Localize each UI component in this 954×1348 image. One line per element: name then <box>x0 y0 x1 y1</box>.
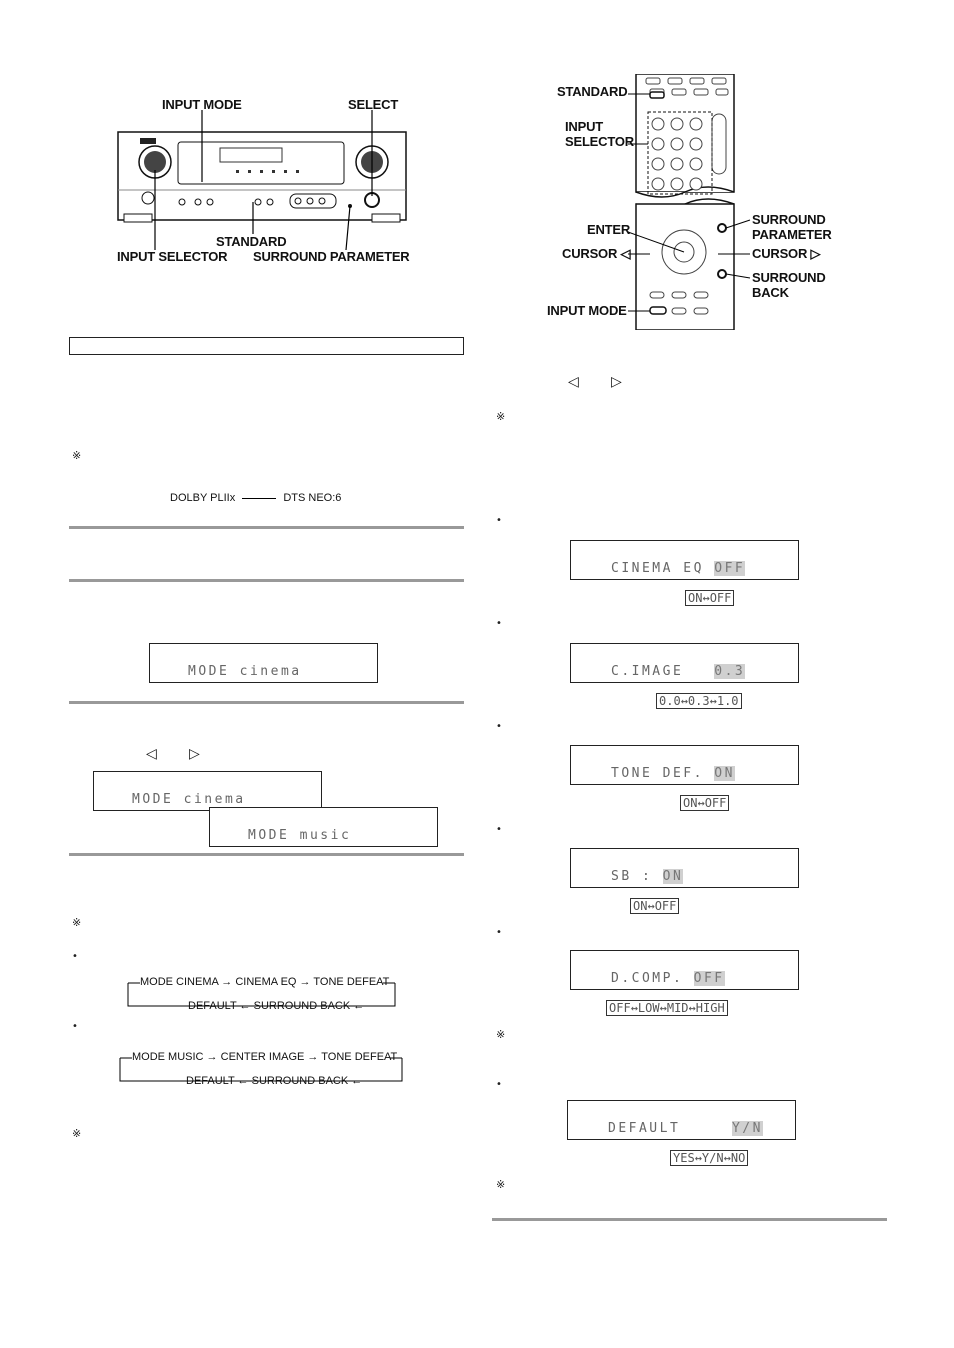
lcd-label: D.COMP. <box>611 971 684 986</box>
remote-label-surround: SURROUND <box>752 212 826 227</box>
range-item: 0.3 <box>687 694 710 708</box>
range-item: OFF <box>654 899 677 913</box>
cursor-left-icon: ◁ <box>568 373 579 389</box>
lcd-value: OFF <box>693 971 725 986</box>
lcd-text: MODE music <box>248 828 352 843</box>
cursor-right-icon: ▷ <box>189 745 200 761</box>
flow-item: TONE DEFEAT <box>313 976 390 988</box>
range-default: YES↔Y/N↔NO <box>670 1150 748 1166</box>
remote-label-cursor-left: CURSOR ◁ <box>562 246 631 261</box>
lcd-display-mode-music <box>209 807 438 847</box>
label-select: SELECT <box>348 97 399 112</box>
range-item: HIGH <box>695 1001 725 1015</box>
cursor-right-icon: ▷ <box>611 373 622 389</box>
section-heading-box <box>69 337 464 355</box>
receiver-drawing <box>110 110 410 260</box>
music-flow-top: MODE MUSIC → CENTER IMAGE → TONE DEFEAT <box>132 1051 398 1063</box>
flow-item: SURROUND BACK <box>251 1075 349 1087</box>
lcd-value: ON <box>714 766 735 781</box>
lcd-label: SB : <box>611 869 653 884</box>
double-arrow-icon <box>242 498 276 499</box>
lcd-cinema-eq <box>570 540 799 580</box>
remote-leader-lines <box>600 74 760 330</box>
lcd-sb <box>570 848 799 888</box>
bullet-mark: • <box>496 824 502 835</box>
range-item: ON <box>688 591 703 605</box>
label-input-selector: INPUT SELECTOR <box>117 249 228 264</box>
bullet-mark: • <box>496 515 502 526</box>
lcd-value: OFF <box>714 561 746 576</box>
label-surround-parameter: SURROUND PARAMETER <box>253 249 410 264</box>
lcd-label: DEFAULT <box>608 1121 681 1136</box>
lcd-display-mode-cinema-2 <box>93 771 322 811</box>
range-item: NO <box>730 1151 746 1165</box>
step-divider <box>69 853 464 856</box>
range-c-image: 0.0↔0.3↔1.0 <box>656 693 742 709</box>
range-item: Y/N <box>701 1151 724 1165</box>
section-end-divider <box>492 1218 887 1221</box>
range-item: OFF <box>709 591 732 605</box>
flow-item: CENTER IMAGE <box>220 1051 305 1063</box>
lcd-value: 0.3 <box>714 664 746 679</box>
range-item: YES <box>673 1151 695 1165</box>
lcd-text: MODE cinema <box>188 664 302 679</box>
lcd-label: TONE DEF. <box>611 766 704 781</box>
range-item: ON <box>633 899 648 913</box>
lcd-d-comp <box>570 950 799 990</box>
lcd-label: C.IMAGE <box>611 664 684 679</box>
lcd-tone-def <box>570 745 799 785</box>
note-mark: ※ <box>72 449 82 462</box>
range-item: ON <box>683 796 698 810</box>
lcd-default <box>567 1100 796 1140</box>
lcd-c-image <box>570 643 799 683</box>
mode-dts: DTS NEO:6 <box>283 492 342 504</box>
range-item: MID <box>666 1001 689 1015</box>
label-input-mode: INPUT MODE <box>162 97 242 112</box>
cinema-flow-top: MODE CINEMA → CINEMA EQ → TONE DEFEAT <box>140 976 390 988</box>
note-mark: ※ <box>496 410 506 423</box>
bullet-mark: • <box>496 721 502 732</box>
remote-label-input-mode: INPUT MODE <box>547 303 627 318</box>
step-divider <box>69 579 464 582</box>
remote-label-parameter: PARAMETER <box>752 227 832 242</box>
cinema-flow-bottom: DEFAULT ← SURROUND BACK ← <box>188 1000 365 1012</box>
step-divider <box>69 701 464 704</box>
flow-item: TONE DEFEAT <box>321 1051 398 1063</box>
note-mark: ※ <box>72 916 82 929</box>
flow-item: CINEMA EQ <box>235 976 297 988</box>
lcd-text: MODE cinema <box>132 792 246 807</box>
remote-label-enter: ENTER <box>587 222 631 237</box>
remote-label-surround-back-1: SURROUND <box>752 270 826 285</box>
range-item: 1.0 <box>716 694 739 708</box>
lcd-value: Y/N <box>731 1121 763 1136</box>
lcd-value: ON <box>662 869 684 884</box>
bullet-mark: • <box>496 927 502 938</box>
range-item: 0.0 <box>659 694 681 708</box>
label-standard: STANDARD <box>216 234 287 249</box>
note-mark: ※ <box>496 1028 506 1041</box>
remote-label-selector: SELECTOR <box>565 134 634 149</box>
remote-label-input: INPUT <box>565 119 604 134</box>
bullet-mark: • <box>496 1079 502 1090</box>
range-item: LOW <box>637 1001 660 1015</box>
flow-item: DEFAULT <box>188 1000 237 1012</box>
note-mark: ※ <box>72 1127 82 1140</box>
lcd-display-mode-cinema <box>149 643 378 683</box>
step-divider <box>69 526 464 529</box>
range-tone-def: ON↔OFF <box>680 795 729 811</box>
flow-item: MODE MUSIC <box>132 1051 204 1063</box>
flow-item: DEFAULT <box>186 1075 235 1087</box>
range-item: OFF <box>704 796 727 810</box>
bullet-mark: • <box>496 618 502 629</box>
music-flow-bottom: DEFAULT ← SURROUND BACK ← <box>186 1075 363 1087</box>
note-mark: ※ <box>496 1178 506 1191</box>
remote-label-standard: STANDARD <box>557 84 628 99</box>
range-item: OFF <box>609 1001 631 1015</box>
range-d-comp: OFF↔LOW↔MID↔HIGH <box>606 1000 728 1016</box>
remote-label-surround-back-2: BACK <box>752 285 789 300</box>
bullet-mark: • <box>72 1021 78 1032</box>
lcd-label: CINEMA EQ <box>611 561 704 576</box>
range-sb: ON↔OFF <box>630 898 679 914</box>
cursor-left-icon: ◁ <box>146 745 157 761</box>
mode-dolby: DOLBY PLIIx <box>170 492 236 504</box>
mode-switch-line <box>170 492 341 504</box>
bullet-mark: • <box>72 951 78 962</box>
flow-item: SURROUND BACK <box>253 1000 351 1012</box>
flow-item: MODE CINEMA <box>140 976 219 988</box>
range-cinema-eq: ON↔OFF <box>685 590 734 606</box>
remote-label-cursor-right: CURSOR ▷ <box>752 246 821 261</box>
